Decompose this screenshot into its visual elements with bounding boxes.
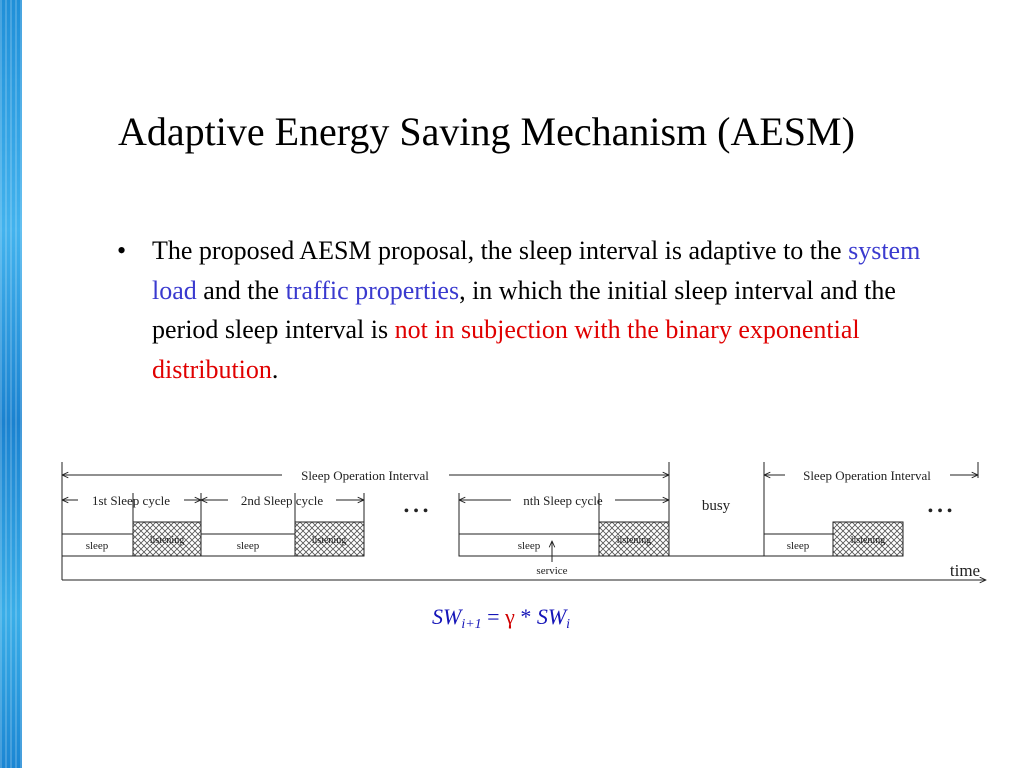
formula-lhs-sub: i+1 [461, 617, 482, 632]
formula-gamma: γ [505, 604, 515, 629]
ellipsis-1: • • • [403, 503, 429, 520]
listening-label: listening [311, 535, 347, 546]
formula-times: * [514, 604, 537, 629]
soi-label: Sleep Operation Interval [301, 468, 429, 483]
formula-rhs-base: SW [536, 604, 567, 629]
sleep-label: sleep [786, 540, 810, 552]
listening-label: listening [149, 535, 185, 546]
highlight-binary-exponential: not in subjection with the binary exponential distribution [152, 315, 860, 384]
formula-equals: = [481, 604, 506, 629]
service-label: service [536, 565, 568, 577]
listening-label: listening [850, 535, 886, 546]
highlight-system-load: system load [152, 236, 921, 305]
sleep-label: sleep [85, 540, 109, 552]
busy-label: busy [701, 498, 731, 514]
cycle-1-label: 1st Sleep cycle [92, 493, 170, 508]
bullet-marker: • [117, 236, 127, 265]
time-label: time [949, 561, 981, 580]
bullet-text-part-1: The proposed AESM proposal, the sleep interval is adaptive to the [152, 236, 849, 265]
formula [432, 604, 570, 633]
formula-rhs-sub: i [566, 617, 571, 632]
sleep-label: sleep [236, 540, 260, 552]
soi-label-2: Sleep Operation Interval [803, 468, 931, 483]
ellipsis-2: • • • [927, 503, 953, 520]
cycle-n-label: nth Sleep cycle [523, 493, 603, 508]
bullet-text-part-4: . [271, 354, 279, 384]
listening-label: listening [616, 535, 652, 546]
formula-lhs-base: SW [432, 604, 462, 629]
sleep-label: sleep [517, 540, 541, 552]
slide-title: Adaptive Energy Saving Mechanism (AESM) [118, 109, 855, 154]
highlight-traffic-properties: traffic properties [285, 275, 460, 305]
bullet-text-part-2: and the [196, 275, 286, 305]
cycle-2-label: 2nd Sleep cycle [240, 493, 324, 508]
bullet-text-part-3: , in which the initial sleep interval and the period sleep interval is [152, 275, 896, 344]
